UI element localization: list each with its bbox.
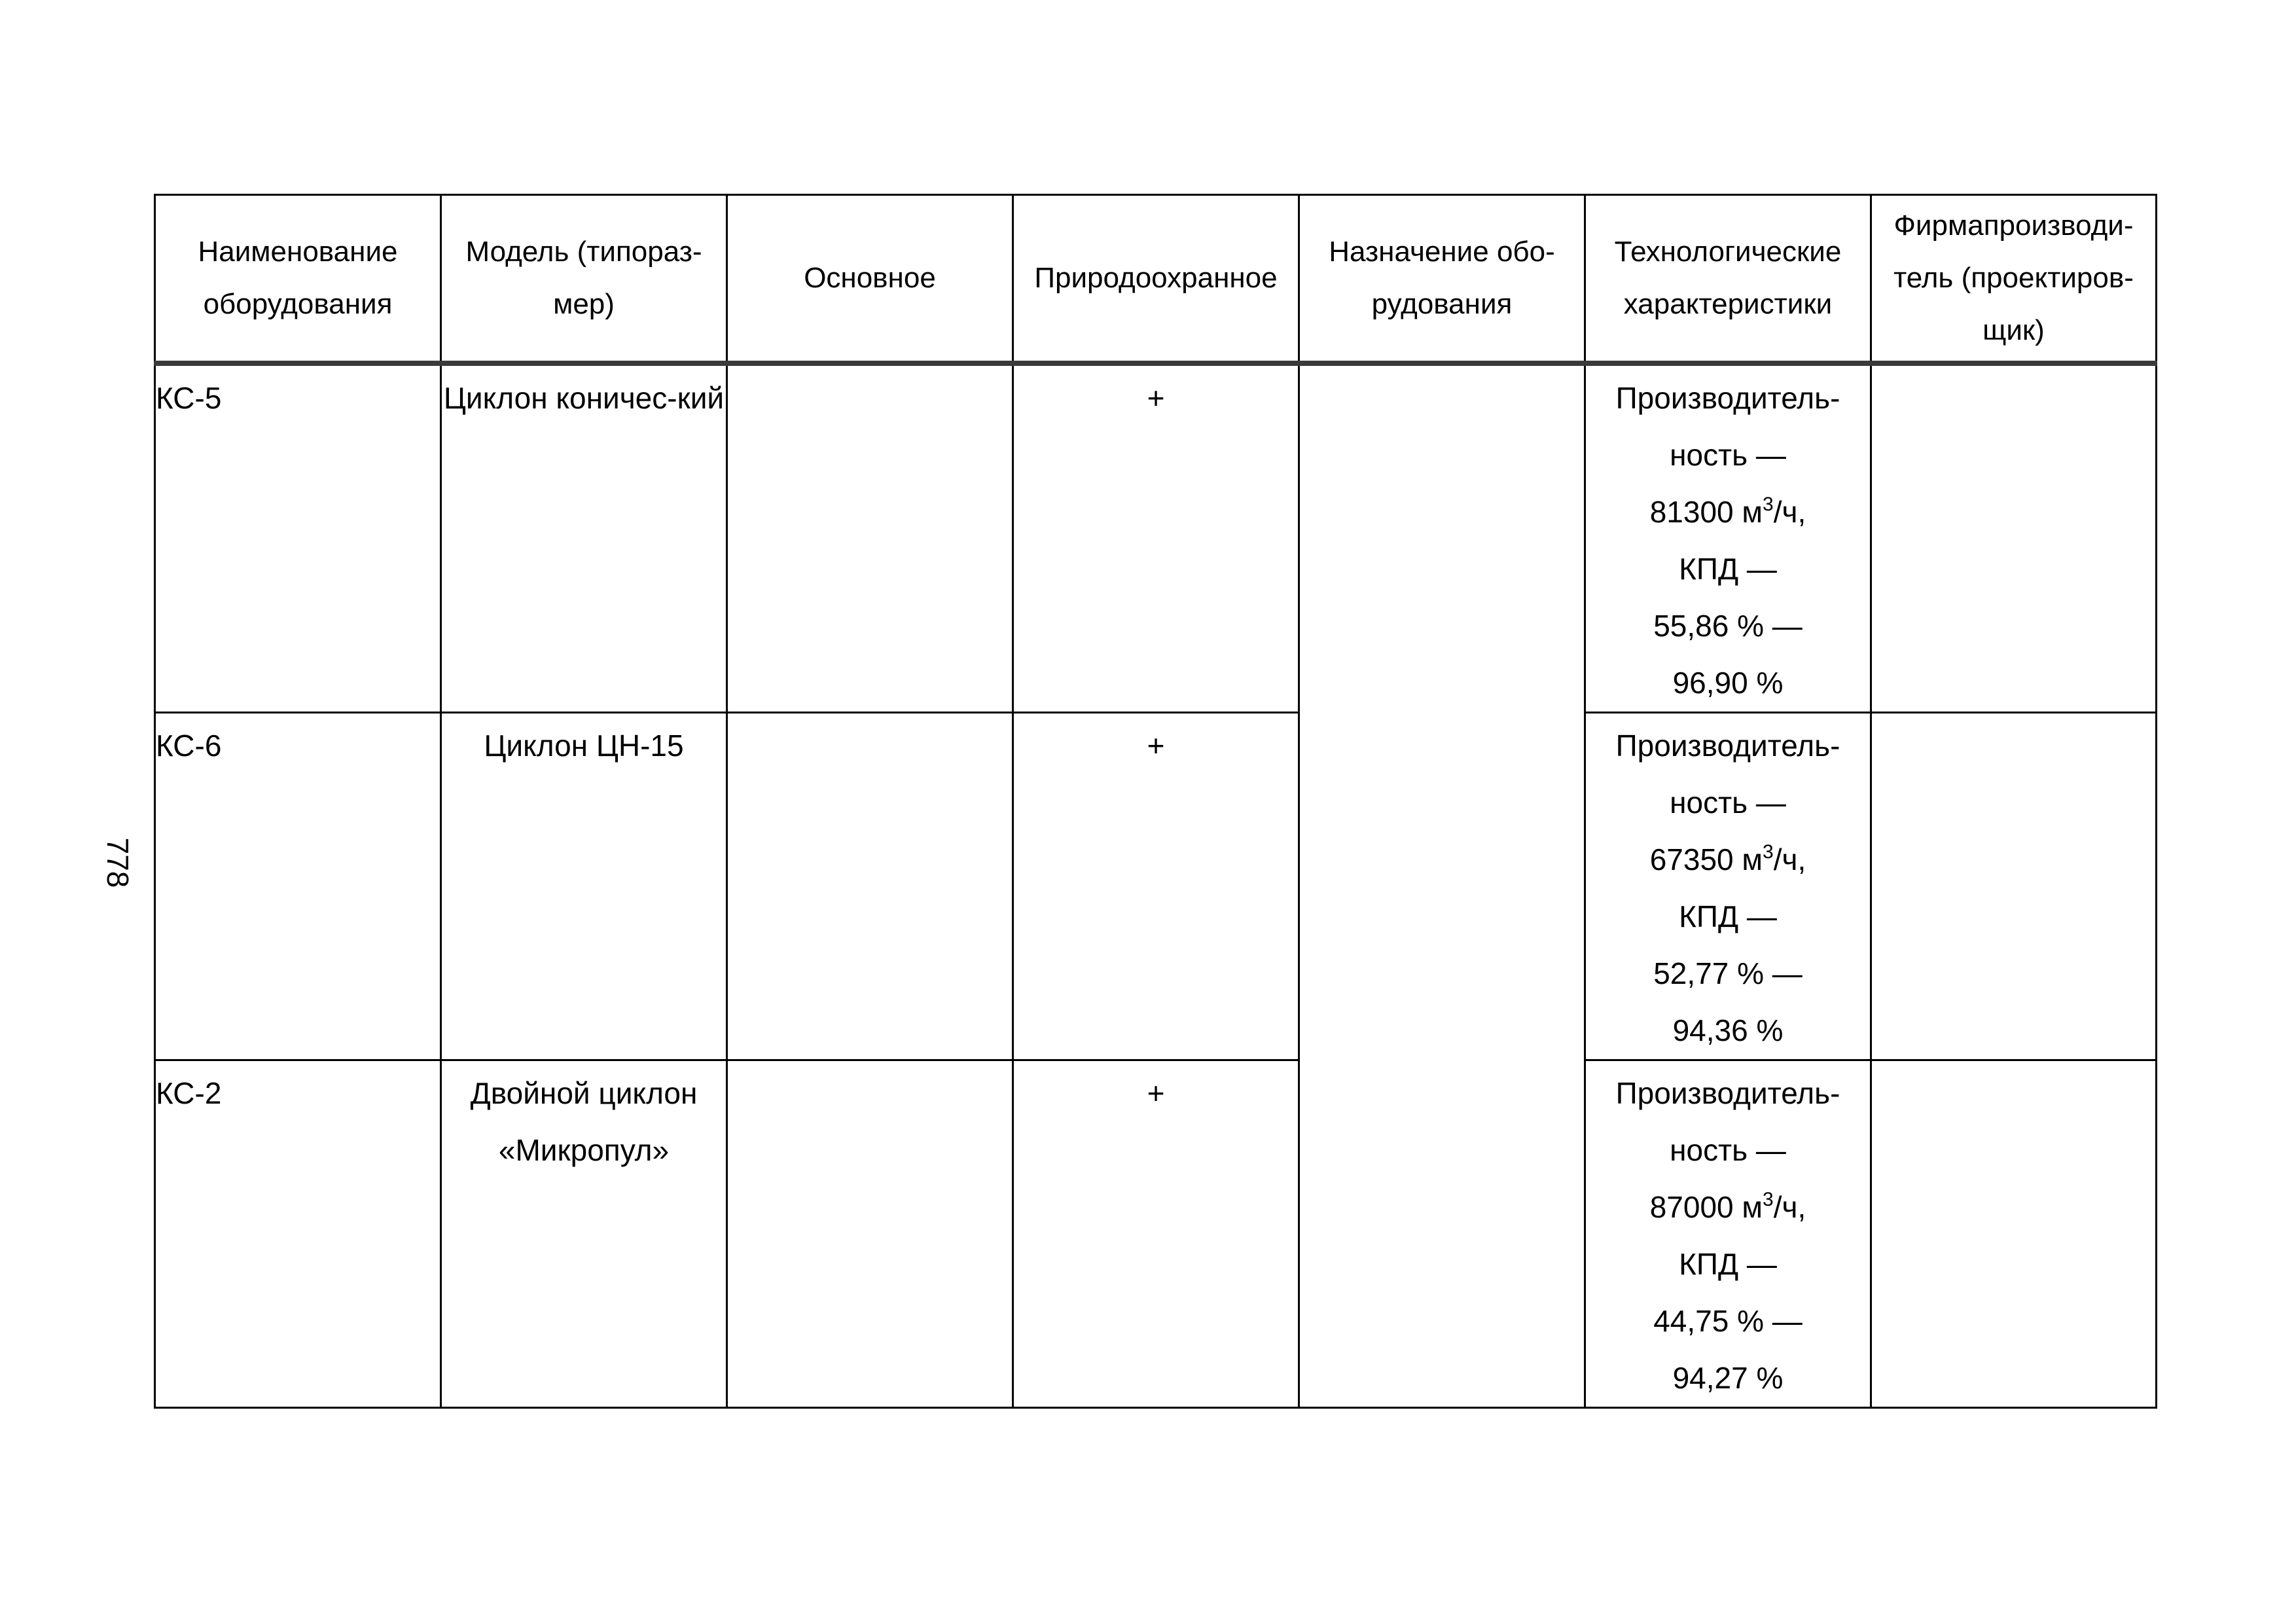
header-main: Основное [727, 195, 1013, 364]
header-model: Модель (типораз-мер) [441, 195, 727, 364]
tech-characteristics [1585, 713, 1871, 1060]
tech-volume-exponent: 3 [1763, 494, 1774, 515]
environmental-mark: + [1013, 713, 1299, 1060]
page-number: 778 [101, 837, 135, 888]
equipment-code: КС-2 [155, 1060, 441, 1408]
tech-characteristics [1585, 363, 1871, 713]
header-manufacturer: Фирмапроизводи-тель (проектиров-щик) [1871, 195, 2157, 364]
tech-volume-unit: /ч, [1773, 495, 1806, 529]
main-mark [727, 363, 1013, 713]
manufacturer [1871, 713, 2157, 1060]
tech-volume-number: 81300 м [1649, 495, 1763, 529]
equipment-model: Циклон ЦН-15 [441, 713, 727, 1060]
tech-volume-exponent: 3 [1763, 841, 1774, 863]
tech-line: Производитель- [1615, 381, 1840, 415]
equipment-model: Циклон коничес-кий [441, 363, 727, 713]
equipment-table [154, 194, 2157, 1409]
table-row [155, 1060, 2157, 1408]
header-equipment-name: Наименование оборудования [155, 195, 441, 364]
tech-line: ность — [1670, 1133, 1786, 1167]
tech-line: 52,77 % — [1653, 956, 1803, 990]
equipment-model: Двойной циклон «Микропул» [441, 1060, 727, 1408]
tech-line: Производитель- [1615, 1076, 1840, 1110]
tech-line: 94,36 % [1672, 1013, 1784, 1047]
tech-line: 96,90 % [1672, 666, 1784, 700]
tech-line: ность — [1670, 785, 1786, 820]
equipment-code: КС-5 [155, 363, 441, 713]
main-mark [727, 1060, 1013, 1408]
equipment-code: КС-6 [155, 713, 441, 1060]
manufacturer [1871, 1060, 2157, 1408]
tech-line: ность — [1670, 438, 1786, 472]
tech-characteristics [1585, 1060, 1871, 1408]
tech-line: КПД — [1679, 899, 1777, 933]
tech-volume-number: 67350 м [1649, 842, 1763, 876]
tech-volume-unit: /ч, [1773, 1190, 1806, 1224]
table-row [155, 363, 2157, 713]
tech-line: 55,86 % — [1653, 609, 1803, 643]
header-environmental: Природоохранное [1013, 195, 1299, 364]
tech-volume-line [1586, 831, 1870, 888]
tech-volume-line [1586, 484, 1870, 541]
table-row [155, 713, 2157, 1060]
header-purpose: Назначение обо-рудования [1299, 195, 1585, 364]
main-mark [727, 713, 1013, 1060]
environmental-mark: + [1013, 1060, 1299, 1408]
tech-line: 44,75 % — [1653, 1304, 1803, 1338]
tech-volume-exponent: 3 [1763, 1189, 1774, 1210]
header-tech-characteristics: Технологические характеристики [1585, 195, 1871, 364]
tech-line: КПД — [1679, 552, 1777, 586]
tech-volume-line [1586, 1179, 1870, 1236]
manufacturer [1871, 363, 2157, 713]
tech-volume-unit: /ч, [1773, 842, 1806, 876]
table-header-row [155, 195, 2157, 364]
tech-line: Производитель- [1615, 729, 1840, 763]
environmental-mark: + [1013, 363, 1299, 713]
tech-line: 94,27 % [1672, 1361, 1784, 1395]
purpose-merged-cell [1299, 363, 1585, 1408]
tech-volume-number: 87000 м [1649, 1190, 1763, 1224]
tech-line: КПД — [1679, 1247, 1777, 1281]
